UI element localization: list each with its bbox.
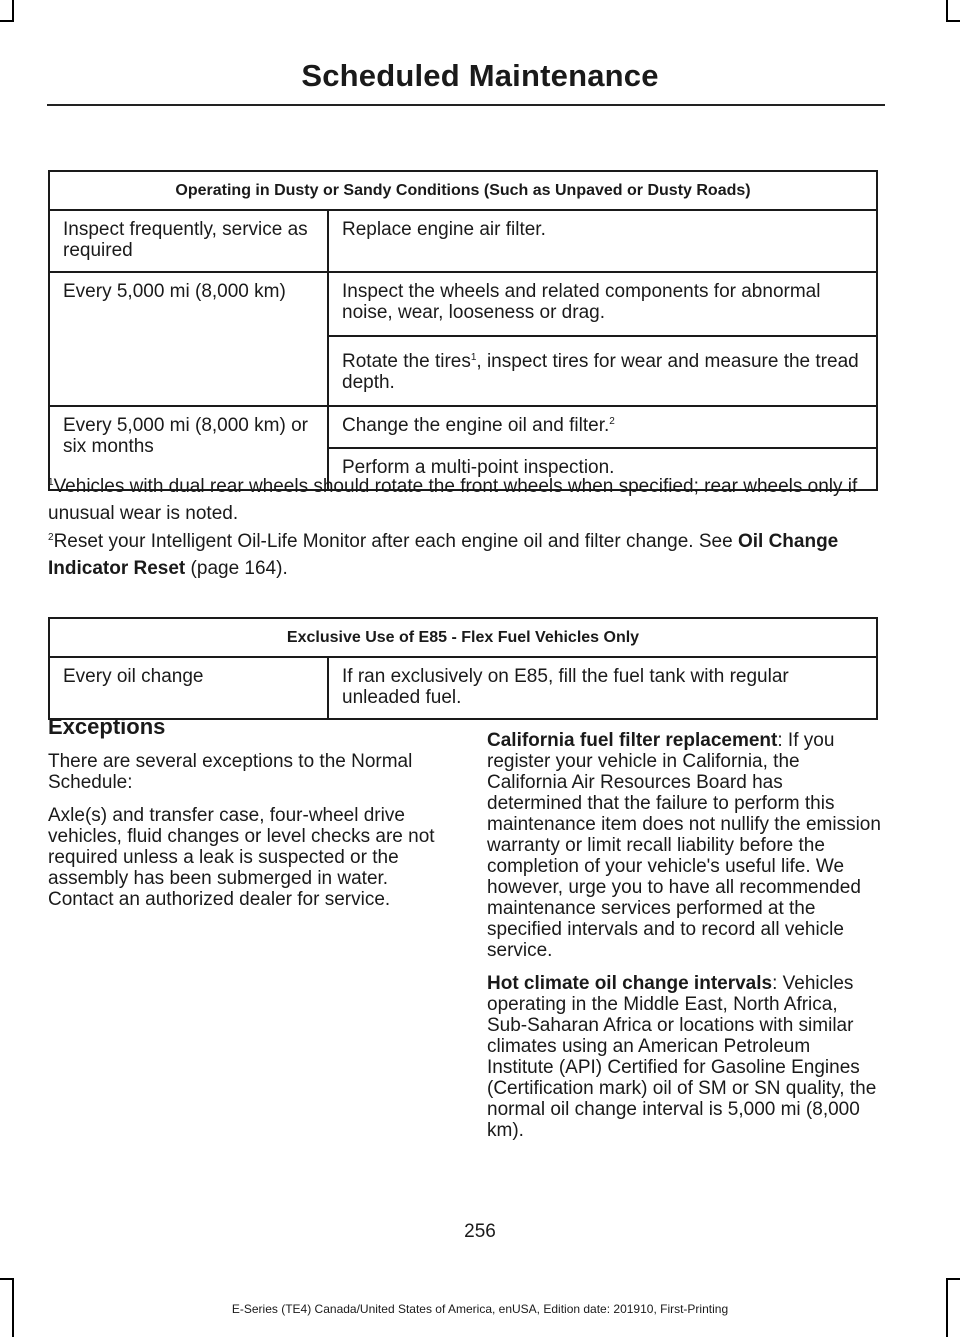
edition-line: E-Series (TE4) Canada/United States of America, enUSA, Edition date: 201910, First-Printing — [231, 1302, 729, 1316]
paragraph-text: : If you register your vehicle in California, the California Air Resources Board has determined that the failure to perform this maintenance item does not nullify the emission warranty or limit recall liability before the completion of your vehicle's useful life. We however, urge you to have all recommended maintenance services performed at the specified intervals and to record all vehicle service. — [487, 730, 881, 961]
footnote-2 — [48, 528, 882, 582]
paragraph: Axle(s) and transfer case, four-wheel drive vehicles, fluid changes or level checks are not required unless a leak is suspected or the assembly has been submerged in water. Contact an authorized dealer for service. — [48, 805, 435, 910]
paragraph: There are several exceptions to the Normal Schedule: — [48, 751, 413, 793]
interval-cell: Every 5,000 mi (8,000 km) — [49, 272, 328, 406]
crop-mark — [946, 0, 948, 22]
table-row — [49, 210, 877, 272]
footnote-1 — [48, 473, 882, 527]
section-heading: Exceptions — [48, 714, 166, 739]
paragraph — [487, 973, 881, 1141]
task-cell: Inspect the wheels and related components for abnormal noise, wear, looseness or drag. — [328, 272, 877, 336]
right-column — [487, 730, 881, 1153]
interval-cell: Every 5,000 mi (8,000 km) or six months — [49, 406, 328, 490]
footnote-number: 1 — [48, 477, 54, 488]
page-title: Scheduled Maintenance — [301, 58, 659, 93]
table-row — [49, 406, 877, 448]
page-number: 256 — [464, 1221, 496, 1242]
crop-mark — [946, 1278, 960, 1280]
footnote-text: Reset your Intelligent Oil-Life Monitor after each engine oil and filter change. See — [53, 531, 738, 552]
paragraph-text: : Vehicles operating in the Middle East, North Africa, Sub-Saharan Africa or locations with similar climates using an American Petroleum Institute (API) Certified for Gasoline Engines (Certification mark) oil of SM or SN quality, the normal oil change interval is 5,000 mi (8,000 km). — [487, 973, 877, 1141]
task-cell: Perform a multi-point inspection. — [328, 448, 877, 490]
task-cell: If ran exclusively on E85, fill the fuel tank with regular unleaded fuel. — [328, 657, 877, 719]
interval-cell: Inspect frequently, service as required — [49, 210, 328, 272]
cross-reference-link[interactable]: Oil Change Indicator Reset — [48, 531, 839, 579]
paragraph — [487, 730, 881, 961]
crop-mark — [0, 1278, 14, 1280]
table-heading: Exclusive Use of E85 - Flex Fuel Vehicles Only — [49, 618, 877, 657]
crop-mark — [946, 20, 960, 22]
task-cell — [328, 336, 877, 406]
footnote-text: Vehicles with dual rear wheels should rotate the front wheels when specified; rear wheels only if unusual wear is noted. — [48, 476, 858, 524]
task-text: Rotate the tires — [342, 351, 471, 372]
task-cell — [328, 406, 877, 448]
footnote-ref: 1 — [470, 352, 477, 363]
interval-cell: Every oil change — [49, 657, 328, 719]
footnote-number: 2 — [48, 532, 54, 543]
page-reference: (page 164). — [185, 558, 288, 579]
task-text: Change the engine oil and filter. — [342, 415, 610, 436]
paragraph-label: California fuel filter replacement — [487, 730, 778, 751]
table-heading: Operating in Dusty or Sandy Conditions (Such as Unpaved or Dusty Roads) — [49, 171, 877, 210]
table-header-row — [49, 171, 877, 210]
e85-table — [48, 617, 878, 720]
title-divider — [47, 104, 885, 106]
table-row — [49, 272, 877, 336]
crop-mark — [0, 20, 14, 22]
table-header-row — [49, 618, 877, 657]
task-cell: Replace engine air filter. — [328, 210, 877, 272]
task-text: , inspect tires for wear and measure the tread depth. — [342, 351, 859, 393]
left-column — [48, 716, 450, 922]
paragraph-label: Hot climate oil change intervals — [487, 973, 773, 994]
footnote-ref: 2 — [609, 416, 615, 427]
crop-mark — [12, 0, 14, 22]
table-row — [49, 657, 877, 719]
dusty-conditions-table — [48, 170, 878, 491]
